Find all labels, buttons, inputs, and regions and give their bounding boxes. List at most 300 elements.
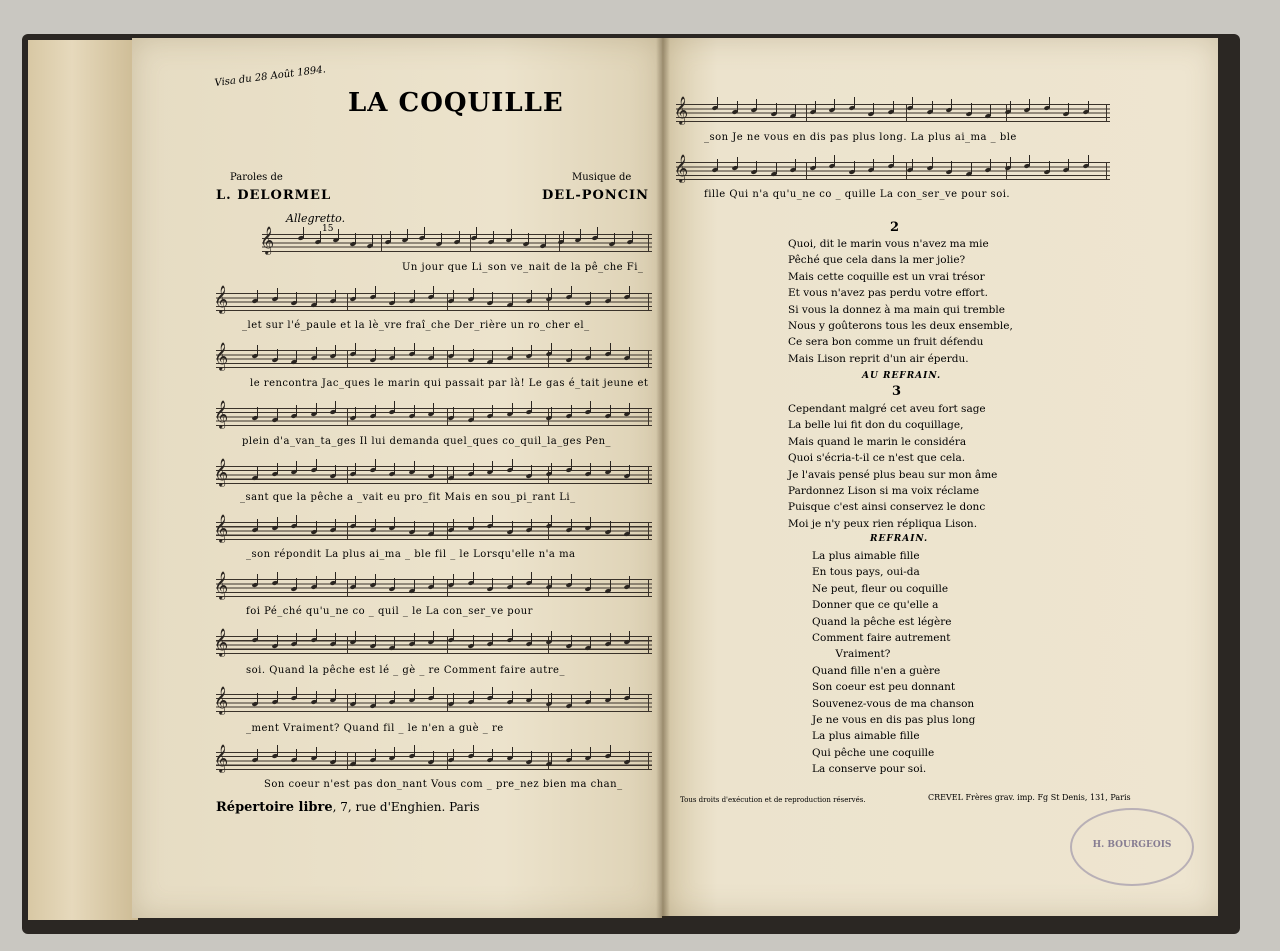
note-stem [441,233,442,244]
note-stem [316,747,317,758]
note-stem [390,231,391,242]
note-stem [610,689,611,700]
note-stem [571,574,572,585]
note-stem [492,292,493,303]
bar-line [648,234,649,252]
note-stem [512,747,513,758]
note-stem [571,349,572,360]
note-stem [590,463,591,474]
note-stem [610,290,611,301]
note-stem [990,159,991,170]
note-stem [355,515,356,526]
note-stem [531,689,532,700]
note-stem [257,407,258,418]
note-stem [756,99,757,110]
note-stem [407,229,408,240]
note-stem [531,401,532,412]
bar-line [648,636,649,654]
note-stem [951,161,952,172]
note-stem [257,574,258,585]
note-stem [629,687,630,698]
note-stem [355,463,356,474]
note-stem [414,745,415,756]
note-stem [296,633,297,644]
note-stem [394,401,395,412]
note-stem [335,633,336,644]
note-stem [433,631,434,642]
note-stem [512,521,513,532]
note-stem [776,163,777,174]
note-stem [632,231,633,242]
note-stem [296,461,297,472]
note-stem [459,231,460,242]
stanza-text: Quoi, dit le marin vous n'avez ma mie Pêché que cela dans la mer jolie? Mais cette coquille est un vrai trésor Et vous n'avez pas perdu votre effort. Si vous la donnez à ma main qui tremble Nous y goûterons tous les deux ensemble, Ce sera bon comme un fruit défendu Mais Lison reprit d'un air éperdu. [788,238,1013,365]
note-stem [335,519,336,530]
note-stem [815,157,816,168]
music-staff [674,96,1110,124]
note-stem [316,576,317,587]
note-stem [597,227,598,238]
note-stem [277,349,278,360]
note-stem [277,691,278,702]
note-stem [257,693,258,704]
treble-clef-icon: 𝄞 [214,285,229,313]
note-stem [355,343,356,354]
note-stem [476,227,477,238]
note-stem [375,286,376,297]
rights-note: Tous droits d'exécution et de reproduction réservés. [680,796,866,804]
note-stem [1029,155,1030,166]
visa-stamp: Visa du 28 Août 1894. [214,64,327,89]
note-stem [424,227,425,238]
note-stem [492,687,493,698]
note-stem [335,751,336,762]
note-stem [551,576,552,587]
note-stem [316,691,317,702]
bar-line [1106,162,1107,180]
note-stem [571,286,572,297]
music-staff [214,285,652,313]
treble-clef-icon: 𝄞 [214,342,229,370]
note-stem [394,347,395,358]
note-stem [795,105,796,116]
treble-clef-icon: 𝄞 [214,571,229,599]
note-stem [335,290,336,301]
note-stem [531,633,532,644]
note-stem [951,99,952,110]
library-stamp [1070,808,1194,886]
note-stem [277,745,278,756]
note-stem [453,407,454,418]
note-stem [394,578,395,589]
note-stem [971,163,972,174]
note-stem [629,523,630,534]
note-stem [473,572,474,583]
note-stem [355,631,356,642]
refrain-label: REFRAIN. [870,534,929,544]
note-stem [296,515,297,526]
treble-clef-icon: 𝄞 [214,400,229,428]
note-stem [737,157,738,168]
note-stem [453,519,454,530]
tempo-marking: Allegretto. [286,212,346,225]
note-stem [277,409,278,420]
note-stem [717,159,718,170]
book-gutter [656,38,670,918]
treble-clef-icon: 𝄞 [214,458,229,486]
note-stem [473,463,474,474]
note-stem [316,629,317,640]
note-stem [453,290,454,301]
music-staff [674,154,1110,182]
note-stem [610,521,611,532]
note-stem [531,572,532,583]
bar-line [347,293,348,311]
note-stem [492,578,493,589]
note-stem [590,292,591,303]
lyric-line: _let sur l'é_paule et la lè_vre fraî_che Der_rière un ro_cher el_ [242,320,590,331]
note-stem [277,572,278,583]
treble-clef-icon: 𝄞 [674,96,689,124]
note-stem [473,349,474,360]
note-stem [473,517,474,528]
note-stem [551,463,552,474]
lyric-line: _ment Vraiment? Quand fil _ le n'en a guè _ re [246,723,504,734]
note-stem [717,97,718,108]
note-stem [629,286,630,297]
note-stem [316,459,317,470]
note-stem [629,751,630,762]
bar-line [648,752,649,770]
note-stem [590,747,591,758]
note-stem [571,635,572,646]
note-stem [257,467,258,478]
lyric-line: Son coeur n'est pas don_nant Vous com _ pre_nez bien ma chan_ [264,779,623,790]
bar-line [447,350,448,368]
note-stem [492,633,493,644]
note-stem [932,101,933,112]
note-stem [394,463,395,474]
bar-line [648,350,649,368]
note-stem [414,521,415,532]
bar-line [347,408,348,426]
note-stem [1049,161,1050,172]
note-stem [453,574,454,585]
note-stem [551,407,552,418]
publisher-credit [216,800,480,815]
lyric-line: plein d'a_van_ta_ges Il lui demanda quel_ques co_quil_la_ges Pen_ [242,436,612,447]
note-stem [453,749,454,760]
note-stem [335,572,336,583]
note-stem [355,753,356,764]
note-stem [355,233,356,244]
note-stem [414,689,415,700]
note-stem [1088,155,1089,166]
note-stem [912,159,913,170]
note-stem [531,290,532,301]
note-stem [296,578,297,589]
note-stem [492,351,493,362]
note-stem [257,345,258,356]
note-stem [614,233,615,244]
note-stem [277,463,278,474]
note-stem [394,691,395,702]
stanza-text: Cependant malgré cet aveu fort sage La belle lui fit don du coquillage, Mais quand le marin le considéra Quoi s'écria-t-il ce n'est que cela. Je l'avais pensé plus beau sur mon âme Pardonnez Lison si ma voix réclame Puisque c'est ainsi conservez le donc Moi je n'y peux rien répliqua Lison. [788,403,998,530]
note-stem [433,403,434,414]
bar-line [347,636,348,654]
note-stem [990,105,991,116]
note-stem [433,687,434,698]
note-stem [893,155,894,166]
note-stem [512,576,513,587]
note-stem [590,637,591,648]
treble-clef-icon: 𝄞 [214,686,229,714]
note-stem [473,409,474,420]
measure-count: 15 [322,224,334,234]
note-stem [338,229,339,240]
note-stem [776,103,777,114]
note-stem [433,751,434,762]
note-stem [512,691,513,702]
music-staff [214,744,652,772]
treble-clef-icon: 𝄞 [260,226,275,254]
bar-line [347,752,348,770]
note-stem [433,576,434,587]
note-stem [610,580,611,591]
note-stem [834,155,835,166]
note-stem [971,103,972,114]
note-stem [590,691,591,702]
note-stem [492,461,493,472]
page-edges [28,40,138,920]
note-stem [563,231,564,242]
note-stem [375,749,376,760]
note-stem [551,753,552,764]
note-stem [355,576,356,587]
note-stem [854,161,855,172]
note-stem [453,467,454,478]
note-stem [1068,159,1069,170]
note-stem [912,97,913,108]
note-stem [296,687,297,698]
note-stem [335,465,336,476]
bar-line [347,350,348,368]
note-stem [531,465,532,476]
lyric-line: fille Qui n'a qu'u_ne co _ quille La con_ser_ve pour soi. [704,189,1011,200]
note-stem [512,629,513,640]
note-stem [394,292,395,303]
note-stem [590,401,591,412]
note-stem [473,288,474,299]
lyric-line: _sant que la pêche a _vait eu pro_fit Mais en sou_pi_rant Li_ [240,492,576,503]
note-stem [551,343,552,354]
note-stem [1088,101,1089,112]
publisher-name: Répertoire libre [216,800,333,815]
bar-line [648,522,649,540]
note-stem [873,103,874,114]
note-stem [551,515,552,526]
library-stamp-text: H. BOURGEOIS [1092,840,1172,850]
note-stem [355,288,356,299]
note-stem [571,459,572,470]
note-stem [629,576,630,587]
note-stem [610,461,611,472]
note-stem [629,631,630,642]
note-stem [375,574,376,585]
bar-line [381,234,382,252]
note-stem [296,749,297,760]
lyric-line: soi. Quand la pêche est lé _ gè _ re Comment faire autre_ [246,665,565,676]
note-stem [493,231,494,242]
note-stem [320,231,321,242]
note-stem [433,523,434,534]
note-stem [277,517,278,528]
treble-clef-icon: 𝄞 [214,514,229,542]
stanza-number: 2 [890,220,900,235]
note-stem [610,343,611,354]
note-stem [492,515,493,526]
note-stem [394,637,395,648]
note-stem [316,521,317,532]
note-stem [492,405,493,416]
music-staff [214,514,652,542]
note-stem [590,347,591,358]
note-stem [414,405,415,416]
note-stem [756,161,757,172]
note-stem [303,227,304,238]
note-stem [590,517,591,528]
note-stem [414,633,415,644]
lyric-line: le rencontra Jac_ques le marin qui passait par là! Le gas é_tait jeune et [250,378,649,389]
refrain-marker: AU REFRAIN. [862,371,942,381]
note-stem [375,695,376,706]
note-stem [335,689,336,700]
note-stem [296,292,297,303]
note-stem [375,405,376,416]
note-stem [335,401,336,412]
note-stem [610,633,611,644]
bar-line [806,162,807,180]
music-staff [214,571,652,599]
note-stem [414,343,415,354]
note-stem [629,403,630,414]
bar-line [806,104,807,122]
bar-line [347,579,348,597]
bar-line [648,466,649,484]
note-stem [335,345,336,356]
note-stem [580,229,581,240]
music-staff [214,628,652,656]
note-stem [1049,97,1050,108]
note-stem [610,745,611,756]
note-stem [610,405,611,416]
music-staff [214,400,652,428]
bar-line [1006,162,1007,180]
bar-line [447,579,448,597]
bar-line [447,466,448,484]
note-stem [528,233,529,244]
treble-clef-icon: 𝄞 [214,744,229,772]
note-stem [834,99,835,110]
note-stem [815,101,816,112]
note-stem [433,286,434,297]
music-staff [214,342,652,370]
bar-line [347,466,348,484]
note-stem [473,691,474,702]
note-stem [629,347,630,358]
music-staff [214,686,652,714]
note-stem [932,157,933,168]
note-stem [433,347,434,358]
note-stem [629,465,630,476]
lyricist-label: Paroles de [230,172,283,183]
note-stem [414,461,415,472]
note-stem [355,407,356,418]
bar-line [648,293,649,311]
note-stem [316,294,317,305]
refrain-text: La plus aimable fille En tous pays, oui-da Ne peut, fleur ou coquille Donner que ce qu'elle a Quand la pêche est légère Comment faire autrement Vraiment? Quand fille n'en a guère Son coeur est peu donnant Souvenez-vous de ma chanson Je ne vous en dis pas plus long La plus aimable fille Qui pêche une coquille La conserve pour soi. [812,550,976,776]
note-stem [473,635,474,646]
note-stem [737,101,738,112]
note-stem [316,403,317,414]
note-stem [551,288,552,299]
bar-line [347,522,348,540]
note-stem [414,290,415,301]
note-stem [394,747,395,758]
note-stem [394,517,395,528]
treble-clef-icon: 𝄞 [674,154,689,182]
note-stem [277,635,278,646]
note-stem [512,403,513,414]
note-stem [433,465,434,476]
note-stem [551,631,552,642]
note-stem [453,693,454,704]
note-stem [257,290,258,301]
bar-line [347,694,348,712]
note-stem [257,519,258,530]
publisher-address: , 7, rue d'Enghien. Paris [332,800,480,814]
note-stem [571,519,572,530]
lyricist-name: L. DELORMEL [216,188,332,203]
note-stem [551,693,552,704]
lyric-line: _son Je ne vous en dis pas plus long. La plus ai_ma _ ble [704,132,1017,143]
note-stem [795,159,796,170]
note-stem [1029,99,1030,110]
note-stem [372,235,373,246]
note-stem [492,749,493,760]
lyric-line: foi Pé_ché qu'u_ne co _ quil _ le La con_ser_ve pour [246,606,533,617]
composer-label: Musique de [572,172,632,183]
printer-credit: CREVEL Frères grav. imp. Fg St Denis, 131, Paris [928,793,1131,802]
note-stem [375,635,376,646]
note-stem [355,693,356,704]
note-stem [512,459,513,470]
note-stem [873,159,874,170]
note-stem [414,580,415,591]
note-stem [375,519,376,530]
composer-name: DEL-PONCIN [542,188,650,203]
note-stem [1068,103,1069,114]
note-stem [375,349,376,360]
note-stem [571,695,572,706]
note-stem [257,629,258,640]
note-stem [531,519,532,530]
note-stem [571,749,572,760]
music-staff [214,458,652,486]
note-stem [296,405,297,416]
lyric-line: Un jour que Li_son ve_nait de la pê_che Fi_ [402,262,644,273]
note-stem [512,294,513,305]
